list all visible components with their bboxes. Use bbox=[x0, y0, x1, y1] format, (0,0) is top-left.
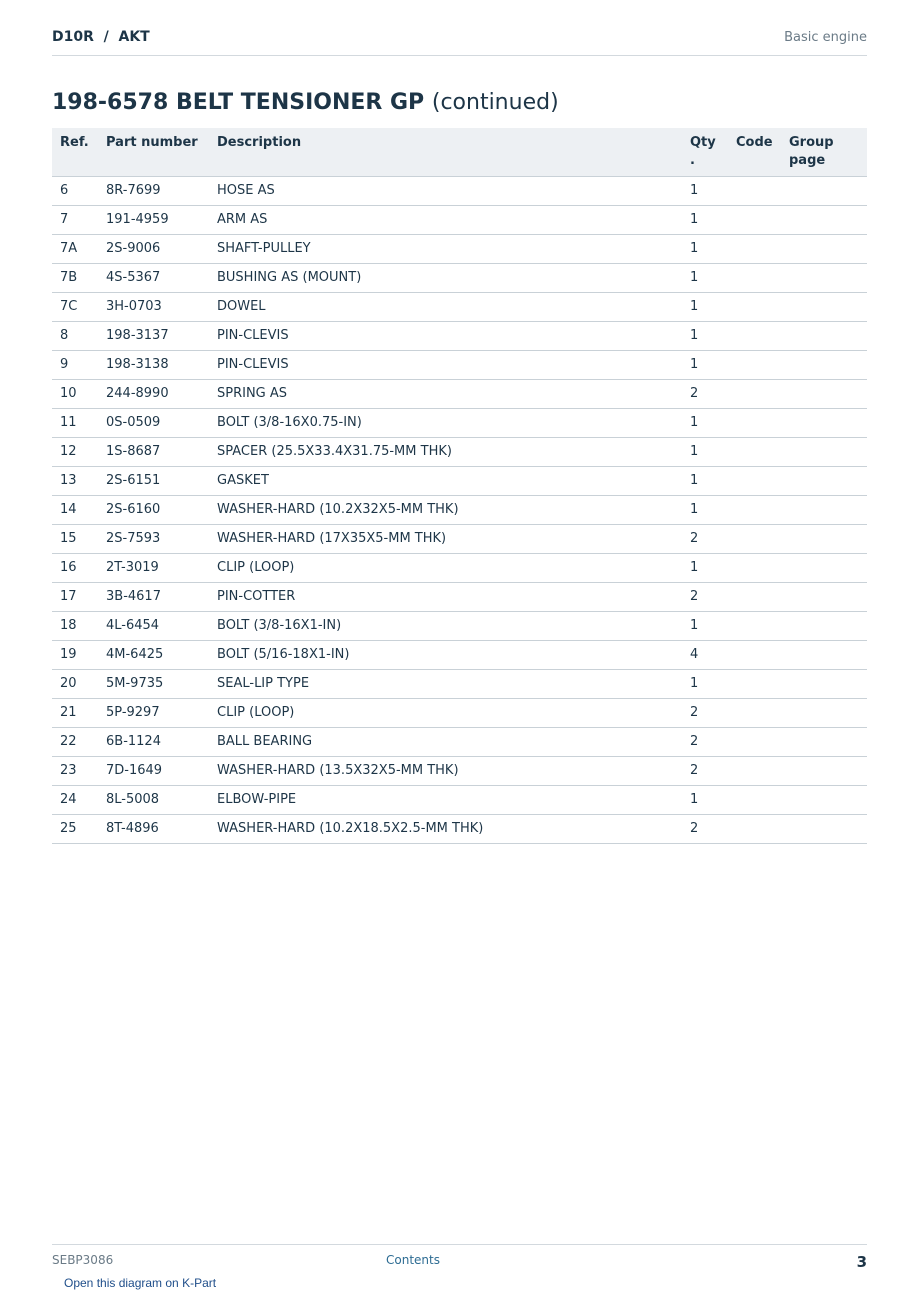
cell-part-number: 2S-9006 bbox=[98, 234, 209, 263]
cell-code bbox=[728, 640, 781, 669]
cell-ref: 21 bbox=[52, 698, 98, 727]
cell-ref: 17 bbox=[52, 582, 98, 611]
cell-ref: 15 bbox=[52, 524, 98, 553]
col-qty: Qty . bbox=[682, 128, 728, 176]
model-label: D10R / AKT bbox=[52, 29, 150, 45]
col-part-number: Part number bbox=[98, 128, 209, 176]
kpart-diagram-link[interactable]: Open this diagram on K-Part bbox=[64, 1276, 217, 1290]
cell-qty: 1 bbox=[682, 234, 728, 263]
cell-part-number: 1S-8687 bbox=[98, 437, 209, 466]
table-row bbox=[52, 640, 867, 669]
cell-group-page bbox=[781, 698, 867, 727]
cell-part-number: 4S-5367 bbox=[98, 263, 209, 292]
cell-ref: 23 bbox=[52, 756, 98, 785]
cell-code bbox=[728, 176, 781, 205]
cell-ref: 13 bbox=[52, 466, 98, 495]
table-row bbox=[52, 437, 867, 466]
cell-qty: 1 bbox=[682, 437, 728, 466]
cell-part-number: 8T-4896 bbox=[98, 814, 209, 843]
cell-code bbox=[728, 292, 781, 321]
table-row bbox=[52, 727, 867, 756]
cell-qty: 1 bbox=[682, 553, 728, 582]
cell-part-number: 2S-7593 bbox=[98, 524, 209, 553]
cell-description: SEAL-LIP TYPE bbox=[209, 669, 682, 698]
cell-group-page bbox=[781, 292, 867, 321]
cell-qty: 2 bbox=[682, 698, 728, 727]
table-row bbox=[52, 495, 867, 524]
cell-code bbox=[728, 553, 781, 582]
cell-group-page bbox=[781, 582, 867, 611]
cell-ref: 7A bbox=[52, 234, 98, 263]
cell-group-page bbox=[781, 727, 867, 756]
cell-code bbox=[728, 524, 781, 553]
cell-code bbox=[728, 756, 781, 785]
cell-qty: 1 bbox=[682, 176, 728, 205]
cell-group-page bbox=[781, 553, 867, 582]
cell-ref: 25 bbox=[52, 814, 98, 843]
cell-code bbox=[728, 495, 781, 524]
cell-ref: 18 bbox=[52, 611, 98, 640]
cell-group-page bbox=[781, 408, 867, 437]
cell-part-number: 2S-6151 bbox=[98, 466, 209, 495]
cell-code bbox=[728, 669, 781, 698]
page-header bbox=[52, 28, 867, 56]
cell-group-page bbox=[781, 495, 867, 524]
cell-ref: 7 bbox=[52, 205, 98, 234]
cell-group-page bbox=[781, 524, 867, 553]
cell-description: SPRING AS bbox=[209, 379, 682, 408]
cell-ref: 7B bbox=[52, 263, 98, 292]
col-description: Description bbox=[209, 128, 682, 176]
cell-ref: 22 bbox=[52, 727, 98, 756]
table-row bbox=[52, 234, 867, 263]
cell-description: BUSHING AS (MOUNT) bbox=[209, 263, 682, 292]
parts-table-body bbox=[52, 176, 867, 843]
cell-qty: 1 bbox=[682, 350, 728, 379]
cell-ref: 10 bbox=[52, 379, 98, 408]
cell-group-page bbox=[781, 205, 867, 234]
cell-ref: 19 bbox=[52, 640, 98, 669]
cell-description: WASHER-HARD (17X35X5-MM THK) bbox=[209, 524, 682, 553]
cell-qty: 1 bbox=[682, 408, 728, 437]
cell-description: PIN-COTTER bbox=[209, 582, 682, 611]
cell-part-number: 198-3138 bbox=[98, 350, 209, 379]
cell-description: WASHER-HARD (10.2X18.5X2.5-MM THK) bbox=[209, 814, 682, 843]
table-row bbox=[52, 466, 867, 495]
cell-description: WASHER-HARD (10.2X32X5-MM THK) bbox=[209, 495, 682, 524]
cell-qty: 2 bbox=[682, 727, 728, 756]
cell-qty: 2 bbox=[682, 379, 728, 408]
cell-qty: 4 bbox=[682, 640, 728, 669]
cell-description: ARM AS bbox=[209, 205, 682, 234]
parts-table-header bbox=[52, 128, 867, 176]
cell-description: GASKET bbox=[209, 466, 682, 495]
cell-qty: 1 bbox=[682, 321, 728, 350]
cell-ref: 6 bbox=[52, 176, 98, 205]
cell-code bbox=[728, 408, 781, 437]
cell-description: SHAFT-PULLEY bbox=[209, 234, 682, 263]
cell-group-page bbox=[781, 350, 867, 379]
cell-part-number: 4L-6454 bbox=[98, 611, 209, 640]
cell-qty: 1 bbox=[682, 292, 728, 321]
cell-ref: 24 bbox=[52, 785, 98, 814]
table-row bbox=[52, 698, 867, 727]
cell-qty: 1 bbox=[682, 495, 728, 524]
cell-description: BOLT (3/8-16X1-IN) bbox=[209, 611, 682, 640]
table-row bbox=[52, 669, 867, 698]
cell-group-page bbox=[781, 176, 867, 205]
page-footer bbox=[52, 1244, 867, 1301]
cell-code bbox=[728, 698, 781, 727]
cell-description: WASHER-HARD (13.5X32X5-MM THK) bbox=[209, 756, 682, 785]
table-row bbox=[52, 785, 867, 814]
cell-group-page bbox=[781, 379, 867, 408]
cell-qty: 2 bbox=[682, 814, 728, 843]
cell-description: BALL BEARING bbox=[209, 727, 682, 756]
cell-part-number: 2T-3019 bbox=[98, 553, 209, 582]
cell-group-page bbox=[781, 814, 867, 843]
cell-code bbox=[728, 582, 781, 611]
section-label: Basic engine bbox=[784, 30, 867, 45]
cell-group-page bbox=[781, 234, 867, 263]
cell-code bbox=[728, 263, 781, 292]
group-title: 198-6578 BELT TENSIONER GP bbox=[52, 90, 425, 115]
cell-qty: 2 bbox=[682, 524, 728, 553]
cell-part-number: 244-8990 bbox=[98, 379, 209, 408]
cell-qty: 1 bbox=[682, 669, 728, 698]
cell-qty: 1 bbox=[682, 785, 728, 814]
cell-code bbox=[728, 466, 781, 495]
table-row bbox=[52, 524, 867, 553]
cell-code bbox=[728, 437, 781, 466]
cell-code bbox=[728, 814, 781, 843]
cell-part-number: 2S-6160 bbox=[98, 495, 209, 524]
cell-description: PIN-CLEVIS bbox=[209, 350, 682, 379]
cell-group-page bbox=[781, 669, 867, 698]
cell-group-page bbox=[781, 785, 867, 814]
table-row bbox=[52, 408, 867, 437]
cell-part-number: 5P-9297 bbox=[98, 698, 209, 727]
parts-table bbox=[52, 128, 867, 844]
cell-part-number: 5M-9735 bbox=[98, 669, 209, 698]
cell-qty: 2 bbox=[682, 582, 728, 611]
cell-ref: 16 bbox=[52, 553, 98, 582]
cell-part-number: 6B-1124 bbox=[98, 727, 209, 756]
cell-ref: 12 bbox=[52, 437, 98, 466]
cell-part-number: 3H-0703 bbox=[98, 292, 209, 321]
table-row bbox=[52, 582, 867, 611]
cell-part-number: 3B-4617 bbox=[98, 582, 209, 611]
cell-qty: 1 bbox=[682, 611, 728, 640]
cell-description: SPACER (25.5X33.4X31.75-MM THK) bbox=[209, 437, 682, 466]
cell-code bbox=[728, 321, 781, 350]
table-row bbox=[52, 321, 867, 350]
cell-code bbox=[728, 234, 781, 263]
table-row bbox=[52, 379, 867, 408]
cell-part-number: 4M-6425 bbox=[98, 640, 209, 669]
cell-description: ELBOW-PIPE bbox=[209, 785, 682, 814]
table-row bbox=[52, 553, 867, 582]
page-title bbox=[52, 90, 559, 115]
cell-code bbox=[728, 379, 781, 408]
continued-label: (continued) bbox=[431, 90, 559, 115]
col-code: Code bbox=[728, 128, 781, 176]
cell-qty: 1 bbox=[682, 205, 728, 234]
cell-part-number: 198-3137 bbox=[98, 321, 209, 350]
cell-description: HOSE AS bbox=[209, 176, 682, 205]
cell-ref: 20 bbox=[52, 669, 98, 698]
cell-group-page bbox=[781, 466, 867, 495]
cell-code bbox=[728, 727, 781, 756]
table-row bbox=[52, 292, 867, 321]
table-row bbox=[52, 350, 867, 379]
cell-code bbox=[728, 785, 781, 814]
cell-description: DOWEL bbox=[209, 292, 682, 321]
cell-code bbox=[728, 350, 781, 379]
cell-part-number: 7D-1649 bbox=[98, 756, 209, 785]
cell-ref: 7C bbox=[52, 292, 98, 321]
cell-description: CLIP (LOOP) bbox=[209, 553, 682, 582]
cell-group-page bbox=[781, 437, 867, 466]
col-group-page: Group page bbox=[781, 128, 867, 176]
table-row bbox=[52, 756, 867, 785]
cell-description: PIN-CLEVIS bbox=[209, 321, 682, 350]
cell-ref: 9 bbox=[52, 350, 98, 379]
cell-description: BOLT (3/8-16X0.75-IN) bbox=[209, 408, 682, 437]
cell-group-page bbox=[781, 321, 867, 350]
col-ref: Ref. bbox=[52, 128, 98, 176]
cell-description: CLIP (LOOP) bbox=[209, 698, 682, 727]
cell-group-page bbox=[781, 756, 867, 785]
table-row bbox=[52, 814, 867, 843]
cell-ref: 11 bbox=[52, 408, 98, 437]
cell-qty: 2 bbox=[682, 756, 728, 785]
cell-ref: 8 bbox=[52, 321, 98, 350]
cell-part-number: 0S-0509 bbox=[98, 408, 209, 437]
cell-description: BOLT (5/16-18X1-IN) bbox=[209, 640, 682, 669]
table-row bbox=[52, 176, 867, 205]
cell-group-page bbox=[781, 640, 867, 669]
contents-link[interactable]: Contents bbox=[386, 1253, 440, 1267]
page-number: 3 bbox=[856, 1253, 867, 1271]
table-row bbox=[52, 205, 867, 234]
cell-part-number: 191-4959 bbox=[98, 205, 209, 234]
cell-qty: 1 bbox=[682, 263, 728, 292]
document-id: SEBP3086 bbox=[52, 1253, 114, 1267]
table-row bbox=[52, 611, 867, 640]
cell-ref: 14 bbox=[52, 495, 98, 524]
cell-group-page bbox=[781, 263, 867, 292]
cell-code bbox=[728, 205, 781, 234]
cell-part-number: 8R-7699 bbox=[98, 176, 209, 205]
table-row bbox=[52, 263, 867, 292]
cell-qty: 1 bbox=[682, 466, 728, 495]
cell-part-number: 8L-5008 bbox=[98, 785, 209, 814]
cell-group-page bbox=[781, 611, 867, 640]
cell-code bbox=[728, 611, 781, 640]
